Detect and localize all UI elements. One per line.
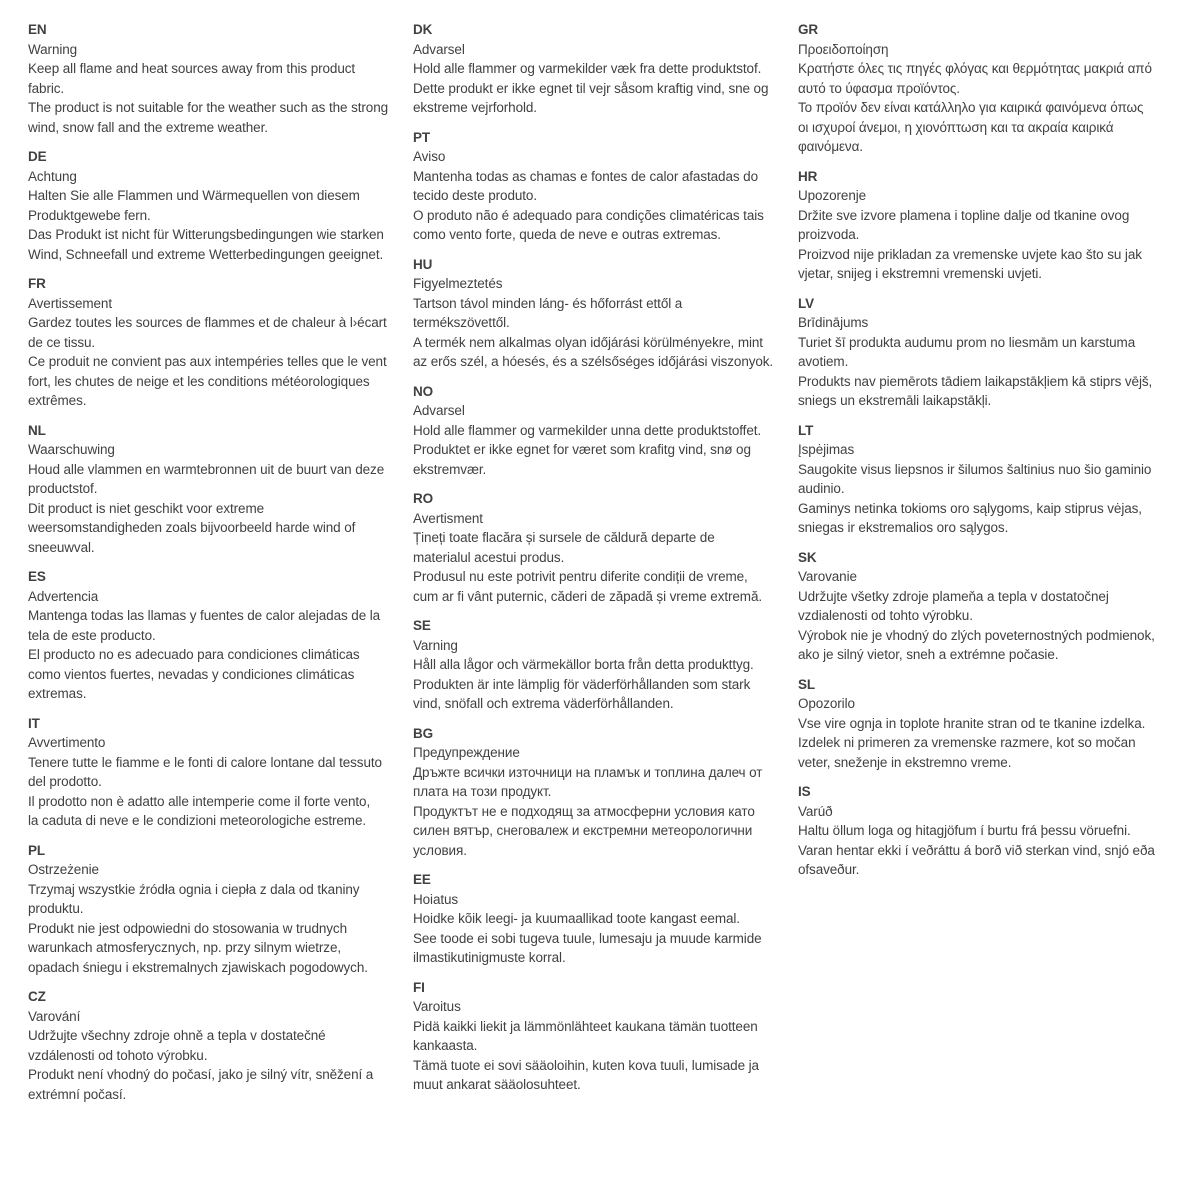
language-code: IS xyxy=(798,784,811,799)
body-line: O produto não é adequado para condições climatéricas tais xyxy=(413,207,764,223)
body-line: Produkt není vhodný do počasí, jako je silný vítr, sněžení a xyxy=(28,1067,374,1082)
body-line: Mantenha todas as chamas e fontes de calor afastadas do xyxy=(413,168,758,184)
lang-section-CZ xyxy=(28,987,399,1104)
body-line: φαινόμενα. xyxy=(798,139,863,154)
body-line: muut ankarat sääolosuhteet. xyxy=(413,1077,581,1092)
language-code: LV xyxy=(798,295,815,311)
lang-section-RO xyxy=(413,489,784,606)
body-line: Tartson távol minden láng- és hőforrást ettől a xyxy=(413,295,683,311)
body-line: fabric. xyxy=(28,80,65,96)
body-line: Udržujte všetky zdroje plameňa a tepla v dostatočnej xyxy=(798,588,1109,604)
language-code: IT xyxy=(28,715,40,731)
body-line: Продуктът не е подходящ за атмосферни условия като xyxy=(413,803,755,819)
body-line: tela de este producto. xyxy=(28,627,156,643)
body-line: Dit product is niet geschikt voor extreme xyxy=(28,500,264,516)
body-line: vzdálenosti od tohoto výrobku. xyxy=(28,1047,208,1063)
body-line: ekstreme vejrforhold. xyxy=(413,100,537,115)
body-line: Produktgewebe fern. xyxy=(28,207,151,223)
warning-title: Advertencia xyxy=(28,588,99,604)
warning-title: Предупреждение xyxy=(413,745,520,760)
body-line: Pidä kaikki liekit ja lämmönlähteet kaukana tämän tuotteen xyxy=(413,1018,758,1034)
body-line: Produkt nie jest odpowiedni do stosowania w trudnych xyxy=(28,920,347,936)
body-line: extrémní počasí. xyxy=(28,1086,127,1102)
warning-title: Varúð xyxy=(798,803,833,819)
body-line: Proizvod nije prikladan za vremenske uvjete kao što su jak xyxy=(798,246,1142,262)
lang-section-SL xyxy=(798,675,1169,773)
body-line: del prodotto. xyxy=(28,774,102,789)
body-line: wind, snow fall and the extreme weather. xyxy=(28,119,268,135)
body-line: Saugokite visus liepsnos ir šilumos šaltinius nuo šio gaminio xyxy=(798,461,1152,477)
body-line: warunkach atmosferycznych, np. przy silnym wietrze, xyxy=(28,940,342,955)
column-left xyxy=(28,20,399,1114)
body-line: See toode ei sobi tugeva tuule, lumesaju ja muude karmide xyxy=(413,930,762,946)
language-code: HR xyxy=(798,168,818,184)
body-line: ofsaveður. xyxy=(798,862,860,877)
warning-title: Brīdinājums xyxy=(798,315,869,330)
body-line: Hold alle flammer og varmekilder væk fra dette produktstof. xyxy=(413,61,762,76)
body-line: Il prodotto non è adatto alle intemperie come il forte vento, xyxy=(28,793,371,809)
body-line: Produsul nu este potrivit pentru diferite condiții de vreme, xyxy=(413,569,748,584)
body-line: tecido deste produto. xyxy=(413,188,537,203)
body-line: cum ar fi vânt puternic, căderi de zăpadă și vreme extremă. xyxy=(413,588,763,604)
warning-title: Warning xyxy=(28,41,78,57)
body-line: Ce produit ne convient pas aux intempéries telles que le vent xyxy=(28,354,387,369)
body-line: proizvoda. xyxy=(798,227,860,242)
body-line: Håll alla lågor och värmekällor borta från detta produkttyg. xyxy=(413,657,754,672)
warning-title: Avvertimento xyxy=(28,735,106,750)
body-line: Trzymaj wszystkie źródła ognia i ciepła z dala od tkaniny xyxy=(28,881,360,897)
body-line: Tämä tuote ei sovi sääoloihin, kuten kova tuuli, lumisade ja xyxy=(413,1057,759,1073)
lang-section-HR xyxy=(798,167,1169,284)
body-line: fort, les chutes de neige et les conditions météorologiques xyxy=(28,373,370,389)
language-code: NO xyxy=(413,383,434,399)
lang-section-IS xyxy=(798,782,1169,880)
lang-section-LT xyxy=(798,421,1169,538)
lang-section-EE xyxy=(413,870,784,968)
body-line: ekstremvær. xyxy=(413,461,487,477)
language-code: DK xyxy=(413,22,433,37)
lang-section-NO xyxy=(413,382,784,480)
lang-section-GR xyxy=(798,20,1169,157)
body-line: The product is not suitable for the weather such as the strong xyxy=(28,100,389,115)
body-line: Produkten är inte lämplig för väderförhållanden som stark xyxy=(413,676,751,692)
body-line: Varan hentar ekki í veðráttu á borð við sterkan vind, snjó eða xyxy=(798,842,1155,858)
warning-title: Upozorenje xyxy=(798,188,867,203)
warning-title: Avertissement xyxy=(28,295,112,311)
language-code: CZ xyxy=(28,989,46,1004)
warning-title: Advarsel xyxy=(413,41,465,57)
language-code: BG xyxy=(413,725,434,741)
column-right xyxy=(798,20,1169,1114)
warning-title: Varovanie xyxy=(798,569,857,584)
body-line: sniegas ir ekstremalios oro sąlygos. xyxy=(798,520,1009,535)
body-line: Izdelek ni primeren za vremenske razmere, kot so močan xyxy=(798,735,1136,750)
body-line: Produkts nav piemērots tādiem laikapstākļiem kā stiprs vējš, xyxy=(798,373,1153,389)
body-line: Gardez toutes les sources de flammes et de chaleur à l›écart xyxy=(28,315,387,330)
body-line: Turiet šī produkta audumu prom no liesmām un karstuma xyxy=(798,334,1136,350)
body-line: Το προϊόν δεν είναι κατάλληλο για καιρικά φαινόμενα όπως xyxy=(798,100,1144,115)
language-code: PL xyxy=(28,842,46,858)
body-line: extremas. xyxy=(28,686,87,701)
body-line: materialul acestui produs. xyxy=(413,549,565,565)
warning-title: Opozorilo xyxy=(798,696,855,711)
language-code: EE xyxy=(413,872,431,887)
language-code: FI xyxy=(413,979,425,995)
body-line: αυτό το ύφασμα προϊόντος. xyxy=(798,80,960,96)
body-line: οι ισχυροί άνεμοι, η χιονόπτωση και τα ακραία καιρικά xyxy=(798,119,1114,135)
body-line: weersomstandigheden zoals bijvoorbeeld harde wind of xyxy=(28,520,356,535)
warning-title: Ostrzeżenie xyxy=(28,862,99,877)
language-code: SE xyxy=(413,618,431,633)
column-middle xyxy=(413,20,784,1114)
language-code: EN xyxy=(28,22,47,37)
body-line: avotiem. xyxy=(798,354,849,369)
lang-section-LV xyxy=(798,294,1169,411)
body-line: Udržujte všechny zdroje ohně a tepla v dostatečné xyxy=(28,1028,326,1043)
warning-title: Achtung xyxy=(28,168,77,184)
body-line: El producto no es adecuado para condiciones climáticas xyxy=(28,647,360,662)
body-line: termékszövettől. xyxy=(413,315,510,330)
body-line: como vento forte, queda de neve e outras extremas. xyxy=(413,227,721,242)
warning-title: Προειδοποίηση xyxy=(798,41,889,57)
language-code: FR xyxy=(28,276,46,291)
language-code: LT xyxy=(798,422,814,438)
body-line: A termék nem alkalmas olyan időjárási körülményekre, mint xyxy=(413,334,763,350)
body-line: ilmastikutinigmuste korral. xyxy=(413,950,566,965)
warning-title: Įspėjimas xyxy=(798,442,855,457)
lang-section-PT xyxy=(413,128,784,245)
body-line: Țineți toate flacăra și sursele de căldură departe de xyxy=(413,530,715,545)
body-line: Κρατήστε όλες τις πηγές φλόγας και θερμότητας μακριά από xyxy=(798,61,1152,76)
lang-section-FR xyxy=(28,274,399,411)
body-line: Das Produkt ist nicht für Witterungsbedingungen wie starken xyxy=(28,227,384,242)
warning-title: Advarsel xyxy=(413,403,465,418)
warning-title: Varoitus xyxy=(413,999,461,1014)
body-line: Halten Sie alle Flammen und Wärmequellen von diesem xyxy=(28,188,360,203)
body-line: Výrobok nie je vhodný do zlých poveternostných podmienok, xyxy=(798,627,1155,643)
body-line: Tenere tutte le fiamme e le fonti di calore lontane dal tessuto xyxy=(28,754,382,770)
warning-title: Varování xyxy=(28,1008,81,1024)
language-code: RO xyxy=(413,491,434,506)
language-code: PT xyxy=(413,129,431,145)
warning-title: Aviso xyxy=(413,149,446,164)
lang-section-EN xyxy=(28,20,399,137)
lang-section-SE xyxy=(413,616,784,714)
body-line: Houd alle vlammen en warmtebronnen uit de buurt van deze xyxy=(28,461,385,477)
body-line: силен вятър, снеговалеж и екстремни метеорологични xyxy=(413,823,753,838)
body-line: Mantenga todas las llamas y fuentes de calor alejadas de la xyxy=(28,608,381,623)
lang-section-NL xyxy=(28,421,399,558)
body-line: sniegs un ekstremāli laikapstākļi. xyxy=(798,393,992,408)
body-line: como vientos fuertes, nevadas y condiciones climáticas xyxy=(28,666,355,682)
body-line: vzdialenosti od tohto výrobku. xyxy=(798,608,973,623)
body-line: extrêmes. xyxy=(28,393,87,408)
body-line: az erős szél, a hóesés, és a szélsőséges időjárási viszonyok. xyxy=(413,354,774,369)
body-line: la caduta di neve e le condizioni meteorologiche estreme. xyxy=(28,813,367,828)
body-line: ako je silný vietor, sneh a extrémne počasie. xyxy=(798,647,1059,662)
body-line: Gaminys netinka tokioms oro sąlygoms, kaip stiprus vėjas, xyxy=(798,500,1142,516)
lang-section-PL xyxy=(28,841,399,978)
body-line: Produktet er ikke egnet for været som krafitg vind, snø og xyxy=(413,442,751,457)
body-line: Dette produkt er ikke egnet til vejr såsom kraftig vind, sne og xyxy=(413,80,769,96)
lang-section-SK xyxy=(798,548,1169,665)
body-line: плата на този продукт. xyxy=(413,784,552,799)
warning-title: Varning xyxy=(413,637,458,653)
warning-title: Hoiatus xyxy=(413,891,459,907)
body-line: audinio. xyxy=(798,481,845,496)
language-code: GR xyxy=(798,22,819,37)
language-code: HU xyxy=(413,256,433,272)
body-line: vind, snöfall och extrema väderförhållanden. xyxy=(413,696,674,711)
body-line: produktu. xyxy=(28,901,84,916)
body-line: Hold alle flammer og varmekilder unna dette produktstoffet. xyxy=(413,422,762,438)
body-line: Vse vire ognja in toplote hranite stran od te tkanine izdelka. xyxy=(798,715,1146,731)
body-line: veter, sneženje in ekstremno vreme. xyxy=(798,754,1012,770)
lang-section-ES xyxy=(28,567,399,704)
body-line: vjetar, snijeg i ekstremni vremenski uvjeti. xyxy=(798,266,1042,281)
language-code: DE xyxy=(28,149,47,164)
body-line: Hoidke kõik leegi- ja kuumaallikad toote kangast eemal. xyxy=(413,911,740,926)
lang-section-IT xyxy=(28,714,399,831)
body-line: условия. xyxy=(413,842,467,858)
lang-section-DK xyxy=(413,20,784,118)
language-code: ES xyxy=(28,569,46,584)
warning-title: Waarschuwing xyxy=(28,442,115,457)
body-line: de ce tissu. xyxy=(28,334,96,350)
body-line: Haltu öllum loga og hitagjöfum í burtu frá þessu vöruefni. xyxy=(798,823,1131,838)
body-line: Wind, Schneefall und extreme Wetterbedingungen geeignet. xyxy=(28,246,384,262)
language-code: NL xyxy=(28,422,46,438)
body-line: kankaasta. xyxy=(413,1038,478,1053)
lang-section-DE xyxy=(28,147,399,264)
body-line: Keep all flame and heat sources away from this product xyxy=(28,61,356,76)
warning-title: Avertisment xyxy=(413,510,483,526)
body-line: productstof. xyxy=(28,481,98,496)
body-line: opadach śniegu i ekstremalnych zjawiskach pogodowych. xyxy=(28,959,368,975)
body-line: Držite sve izvore plamena i topline dalje od tkanine ovog xyxy=(798,207,1130,223)
language-code: SL xyxy=(798,676,816,692)
warning-title: Figyelmeztetés xyxy=(413,276,503,291)
language-code: SK xyxy=(798,549,817,565)
lang-section-BG xyxy=(413,724,784,861)
body-line: Дръжте всички източници на пламък и топлина далеч от xyxy=(413,764,763,780)
lang-section-FI xyxy=(413,978,784,1095)
lang-section-HU xyxy=(413,255,784,372)
body-line: sneeuwval. xyxy=(28,539,95,555)
